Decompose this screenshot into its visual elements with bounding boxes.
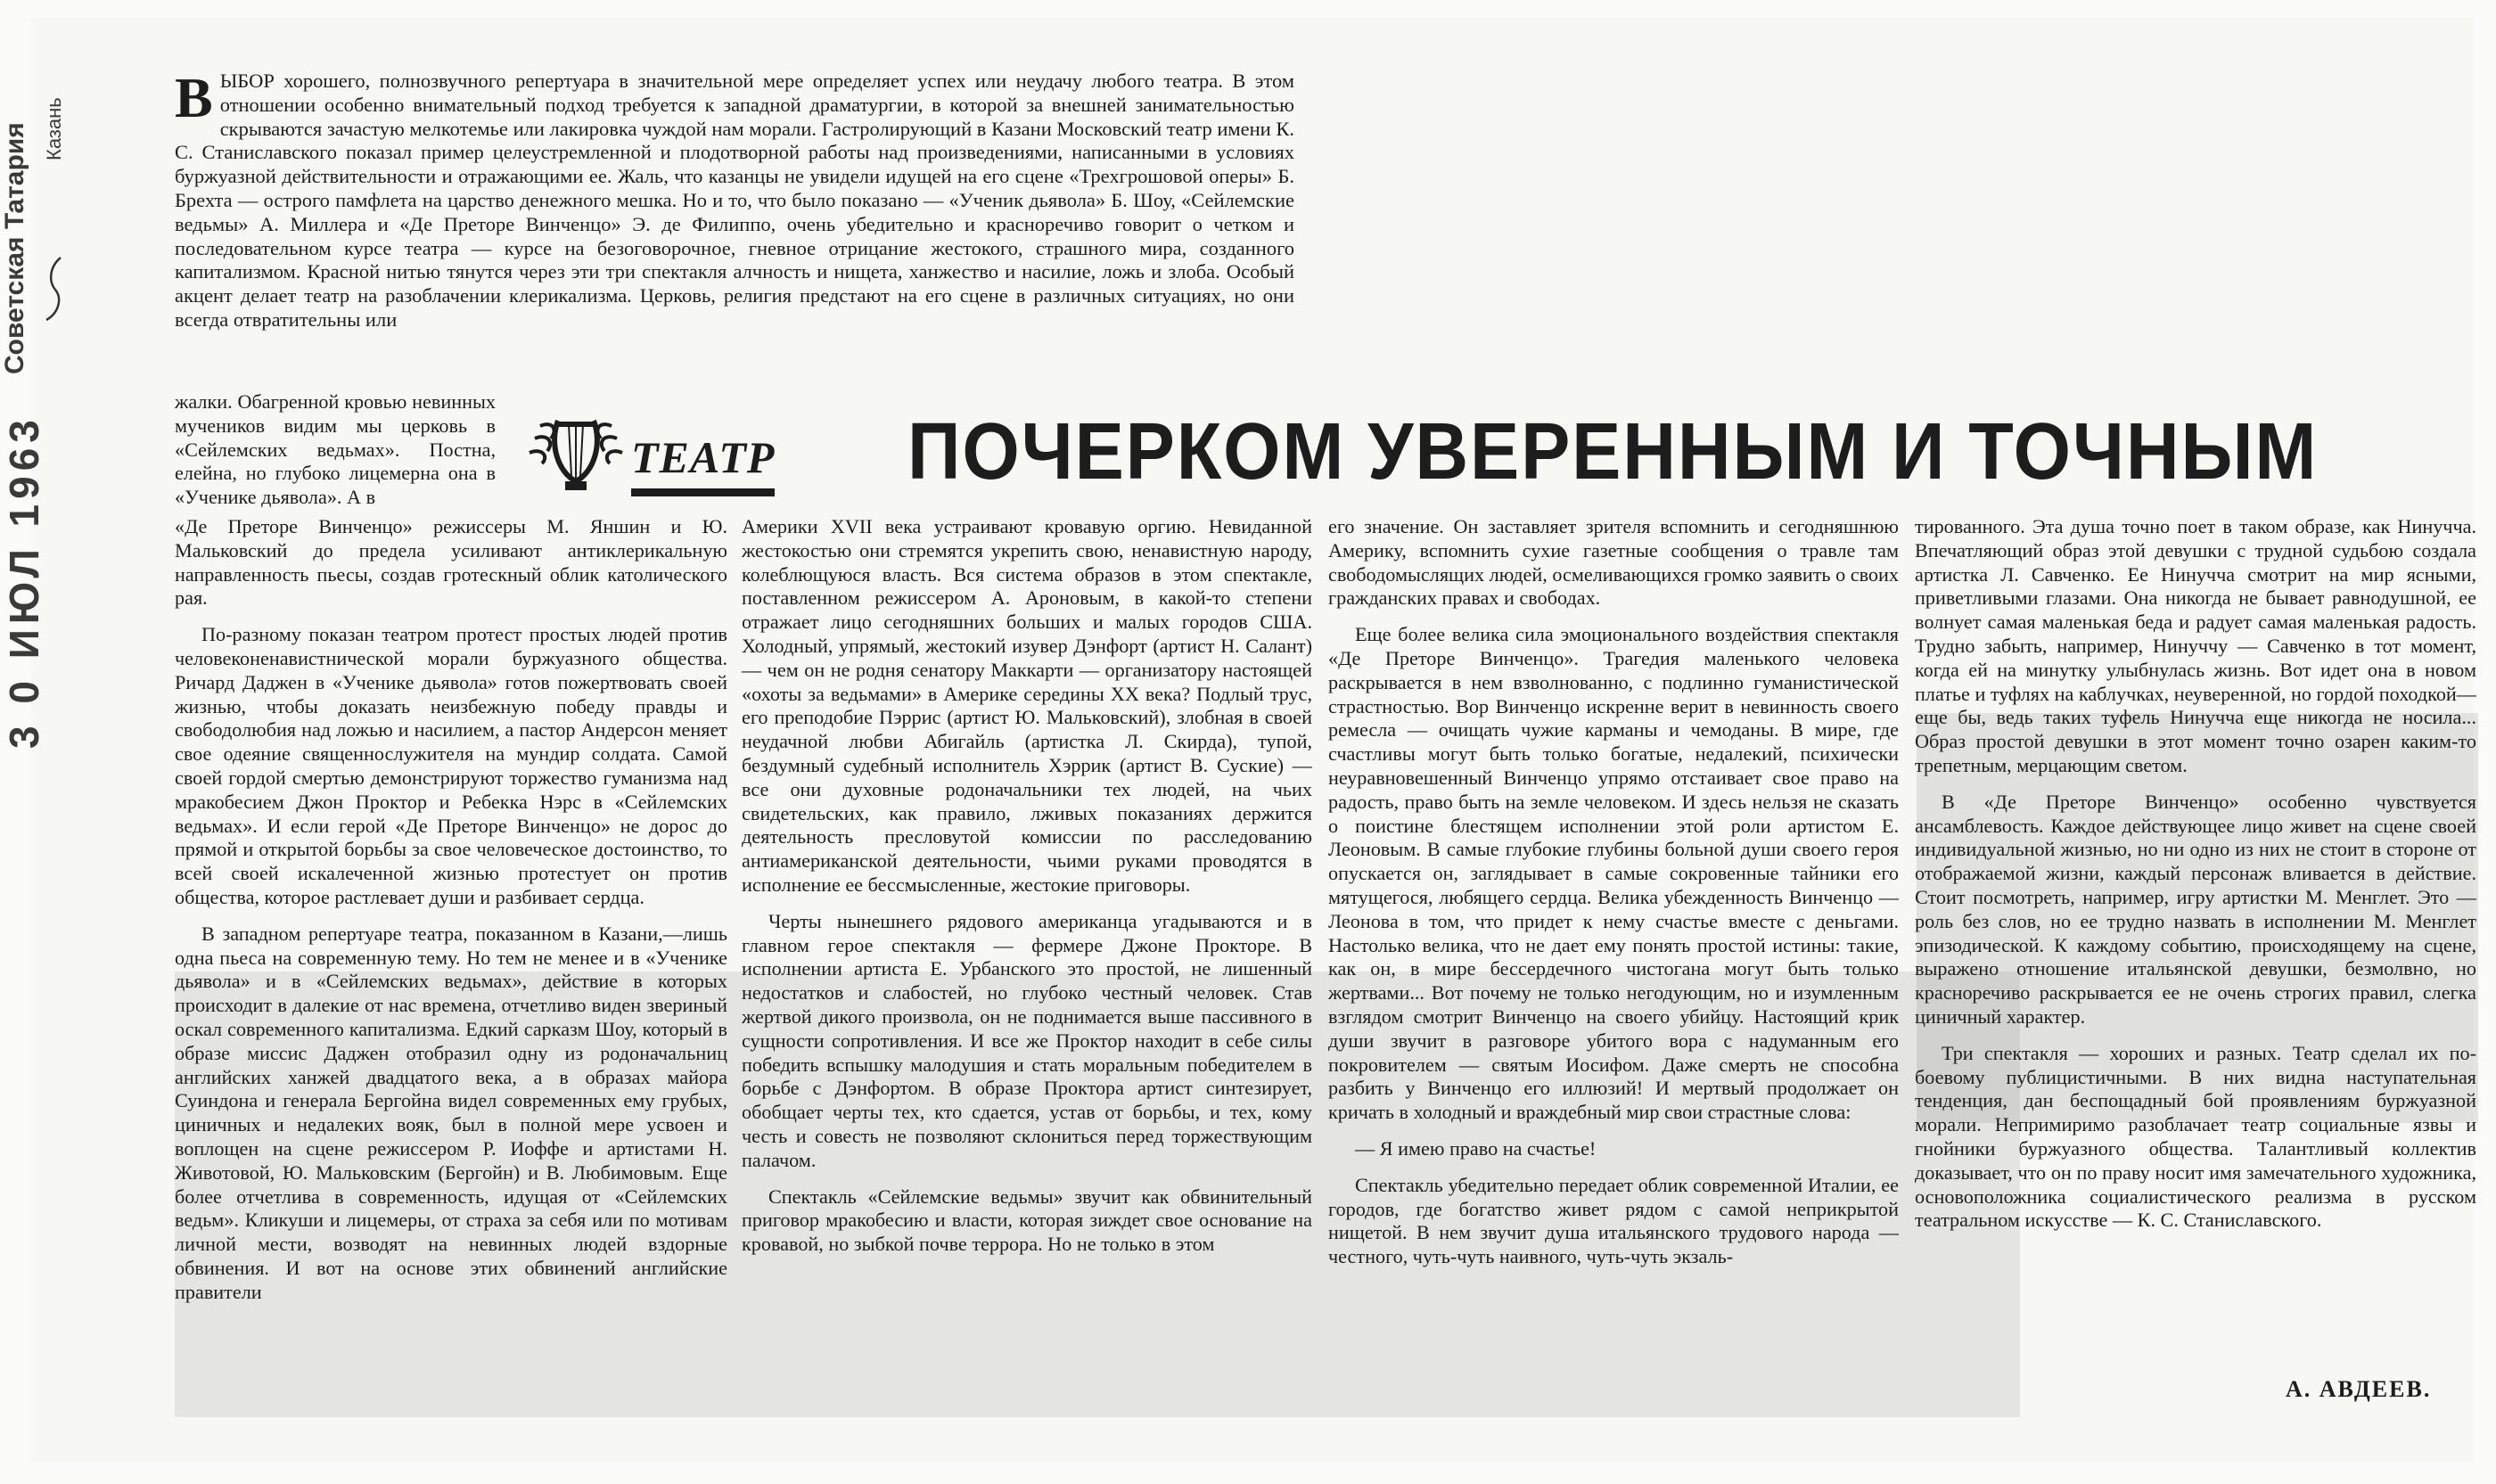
article-column-1 bbox=[175, 515, 727, 1317]
column-paragraph: его значение. Он заставляет зрителя вспомнить и сегодняшнюю Америку, вспомнить сухие газетные сообщения о травле там свободомыслящих людей, осмеливающихся громко заявить о своих гражданских правах и свободах. bbox=[1328, 515, 1899, 610]
column-paragraph: По-разному показан театром протест простых людей против человеконенавистнической морали буржуазного общества. Ричард Даджен в «Ученике дьявола» готов пожертвовать своей жизнью, чтобы доказать неизбежную победу правды и свободолюбия над ложью и насилием, а пастор Андерсон меняет свое одеяние священнослужителя на мундир солдата. Самой своей гордой смертью демонстрируют торжество гуманизма над мракобесием Джон Проктор и Ребекка Нэрс в «Сейлемских ведьмах». И если герой «Де Преторе Винченцо» не дорос до прямой и открытой борьбы за свое человеческое достоинство, то всей своей искалеченной жизнью протестует он против общества, которое растлевает души и разбивает сердца. bbox=[175, 623, 727, 908]
column-paragraph: Спектакль убедительно передает облик современной Италии, ее городов, где богатство живет рядом с самой неприкрытой нищетой. В нем звучит душа итальянского трудового народа — честного, чуть-чуть наивного, чуть-чуть экзаль- bbox=[1328, 1173, 1899, 1268]
section-rubric: ТЕАТР bbox=[631, 431, 775, 496]
date-stamp: 3 0 ИЮЛ 1963 bbox=[1, 414, 47, 749]
author-byline: А. АВДЕЕВ. bbox=[2286, 1376, 2432, 1402]
article-column-3 bbox=[1328, 515, 1899, 1282]
column-paragraph: тированного. Эта душа точно поет в таком образе, как Нинучча. Впечатляющий образ этой девушки с трудной судьбою создала артистка Л. Савченко. Ее Нинучча смотрит на мир ясными, приветливыми глазами. Она никогда не бывает равнодушной, ее волнует самая маленькая беда и радует самая маленькая радость. Трудно забыть, например, Нинуччу — Савченко в тот момент, когда ей на минутку улыбнулась жизнь. Вот идет она в новом платье и туфлях на каблучках, неуверенной, но гордой походкой—еще бы, ведь таких туфель Нинучча еще никогда не носила... Образ простой девушки в этот момент точно озарен каким-то трепетным, мерцающим светом. bbox=[1915, 515, 2476, 776]
intro-text-narrow: жалки. Обагренной кровью невинных мучеников видим мы церковь в «Сейлемских ведьмах». Постна, елейна, но глубоко лицемерна она в «Ученике дьявола». А в bbox=[175, 390, 496, 509]
article-intro bbox=[175, 66, 1294, 345]
publication-name: Советская Татария bbox=[0, 122, 29, 374]
article-column-4 bbox=[1915, 515, 2476, 1245]
intro-text: ЫБОР хорошего, полнозвучного репертуара в значительной мере определяет успех или неудачу любого театра. В этом отношении особенно внимательный подход требуется к западной драматургии, в которой за внешней занимательностью скрываются зачастую мелкотемье или лакировка чуждой нам морали. Гастролирующий в Казани Московский театр имени К. С. Станиславского показал пример целеустремленной и плодотворной работы над произведениями, написанными в условиях буржуазной действительности и отражающими ее. Жаль, что казанцы не увидели идущей на его сцене «Трехгрошовой оперы» Б. Брехта — острого памфлета на царство денежного мешка. Но и то, что было показано — «Ученик дьявола» Б. Шоу, «Сейлемские ведьмы» А. Миллера и «Де Преторе Винченцо» Э. де Филиппо, очень убедительно и красноречиво говорит о четком и последовательном курсе театра — курсе на безоговорочное, гневное отрицание жестокого, страшного мира, созданного капитализмом. Красной нитью тянутся через эти три спектакля алчность и нищета, ханжество и насилие, ложь и злоба. Особый акцент делает театр на разоблачении клерикализма. Церковь, религия предстают на его сцене в различных ситуациях, но они всегда отвратительны или bbox=[175, 70, 1294, 331]
drop-cap: В bbox=[175, 66, 213, 129]
column-paragraph: Три спектакля — хороших и разных. Театр сделал их по-боевому публицистичными. В них видна наступательная тенденция, дан беспощадный бой проявлениям буржуазной морали. Непримиримо разоблачает театр социальные язвы и гнойники буржуазного общества. Талантливый коллектив доказывает, что он по праву носит имя замечательного художника, основоположника социалистического реализма в русском театральном искусстве — К. С. Станиславского. bbox=[1915, 1041, 2476, 1232]
article-headline: ПОЧЕРКОМ УВЕРЕННЫМ И ТОЧНЫМ bbox=[907, 407, 2319, 496]
column-paragraph: Спектакль «Сейлемские ведьмы» звучит как обвинительный приговор мракобесию и власти, которая зиждет свое основание на кровавой, но зыбкой почве террора. Но не только в этом bbox=[742, 1185, 1312, 1256]
column-paragraph: «Де Преторе Винченцо» режиссеры М. Яншин и Ю. Мальковский до предела усиливают антиклерикальную направленность пьесы, создав гротескный облик католического рая. bbox=[175, 515, 727, 610]
publication-city: Казань bbox=[43, 97, 65, 160]
article-column-2 bbox=[742, 515, 1312, 1269]
handwritten-mark bbox=[43, 254, 70, 325]
headline-banner bbox=[522, 399, 2475, 497]
column-paragraph: В «Де Преторе Винченцо» особенно чувствуется ансамблевость. Каждое действующее лицо живет на сцене своей индивидуальной жизнью, но ни одно из них не стоит в стороне от отображаемой жизни, каждый персонаж вливается в действие. Стоит посмотреть, например, игру артистки М. Менглет. Это — роль без слов, но ее трудно назвать в исполнении М. Менглет эпизодической. К каждому событию, происходящему на сцене, выражено отношение итальянской девушки, безмолвно, но красноречиво раскрывается ее не очень строгих правил, слегка циничный характер. bbox=[1915, 790, 2476, 1028]
column-paragraph: — Я имею право на счастье! bbox=[1355, 1136, 1597, 1160]
article-intro-continued bbox=[175, 390, 496, 522]
lyre-icon bbox=[522, 399, 629, 497]
column-paragraph: Черты нынешнего рядового американца угадываются и в главном герое спектакля — фермере Джоне Прокторе. В исполнении артиста Е. Урбанского это простой, не лишенный недостатков и слабостей, но глубоко честный человек. Став жертвой дикого произвола, он не поднимается выше пассивного в сущности сопротивления. И все же Проктор находит в себе силы победить вспышку малодушия и стать моральным победителем в борьбе с Дэнфортом. В образе Проктора артист синтезирует, обобщает черты тех, кто сдается, устав от борьбы, и тех, кому честь и совесть не позволяют склониться перед торжествующим палачом. bbox=[742, 909, 1312, 1171]
column-paragraph: Еще более велика сила эмоционального воздействия спектакля «Де Преторе Винченцо». Трагедия маленького человека раскрывается в нем взволнованно, с подлинно гуманистической страстностью. Вор Винченцо искренне верит в невинность своего ремесла — очищать чужие карманы и чемоданы. В мире, где счастливы могут быть только богатые, недалекий, психически неуравновешенный Винченцо упрямо отстаивает свое право на радость, право быть на земле человеком. И здесь нельзя не сказать о поистине блестящем исполнении этой роли артистом Е. Леоновым. В самые глубокие глубины больной души своего героя опускается он, заглядывает в самые сокровенные тайники его мятущегося, любящего сердца. Велика убежденность Винченцо — Леонова в том, что придет к нему счастье вместе с деньгами. Настолько велика, что не дает ему понять простой истины: такие, как он, в мире бессердечного чистогана могут быть только жертвами... Вот почему не только негодующим, но и изумленным взглядом смотрит Винченцо на своего убийцу. Настоящий крик души звучит в разговоре убитого вора с надуманным его покровителем — святым Иосифом. Даже смерть не способна разбить у Винченцо его иллюзий! И мертвый продолжает он кричать в холодный и враждебный мир свои страстные слова: bbox=[1328, 623, 1899, 1124]
column-paragraph: В западном репертуаре театра, показанном в Казани,—лишь одна пьеса на современную тему. Но тем не менее и в «Ученике дьявола» и в «Сейлемских ведьмах», действие в которых происходит в далекие от нас времена, отчетливо виден звериный оскал современного капитализма. Едкий сарказм Шоу, который в образе миссис Даджен отобразил одну из родоначальниц английских ханжей двадцатого века, а в образах майора Суиндона и генерала Бергойна видел современных ему грубых, циничных и недалеких вояк, был в полной мере усвоен и воплощен на сцене режиссером Р. Иоффе и артистами Н. Животовой, Ю. Мальковским (Бергойн) и В. Любимовым. Еще более отчетлива в современность, идущая от «Сейлемских ведьм». Кликуши и лицемеры, от страха за себя или по мотивам личной мести, возводят на невинных людей вздорные обвинения. И вот на основе этих обвинений английские правители bbox=[175, 922, 727, 1303]
column-paragraph: Америки XVII века устраивают кровавую оргию. Невиданной жестокостью они стремятся укрепить свою, ненавистную народу, колеблющуюся власть. Вся система образов в этом спектакле, поставленном режиссером А. Ароновым, в какой-то степени отражает лицо сегодняшних больших и малых городов США. Холодный, упрямый, жестокий изувер Дэнфорт (артист Н. Салант) — чем он не родня сенатору Маккарти — организатору настоящей «охоты за ведьмами» в Америке середины XX века? Подлый трус, его преподобие Пэррис (артист Ю. Мальковский), злобная в своей неудачной любви Абигайль (артистка Л. Скирда), тупой, бездумный судебный исполнитель Хэррик (артист В. Суские) — все они духовные родоначальники тех людей, на чьих свидетельских, как правило, лживых показаниях держится деятельность пресловутой комиссии по расследованию антиамериканской деятельности, чьими руками проводятся в исполнение ее бессмысленные, жестокие приговоры. bbox=[742, 515, 1312, 896]
